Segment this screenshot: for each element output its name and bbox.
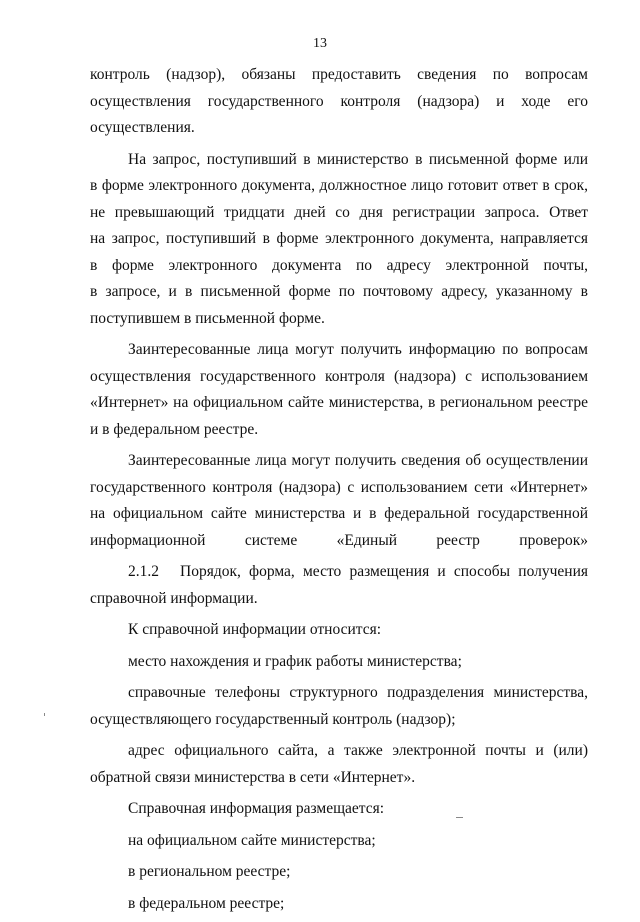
- paragraph: [90, 649, 588, 676]
- text-line: в запросе, и в письменной форме по почтовому адресу, указанному в: [90, 283, 588, 300]
- text-line: обратной связи министерства в сети «Интернет».: [90, 768, 416, 786]
- text-line: на запрос, поступивший в форме электронного документа, направляется: [90, 230, 588, 247]
- text-line: «Интернет» на официальном сайте министерства, в региональном реестре: [90, 394, 588, 411]
- text-line: 2.1.2 Порядок, форма, место размещения и способы получения: [90, 559, 588, 586]
- text-line: Заинтересованные лица могут получить сведения об осуществлении: [128, 452, 588, 469]
- text-line: информационной системе «Единый реестр проверок»: [90, 531, 588, 549]
- text-line: На запрос, поступивший в министерство в письменной форме или: [128, 150, 588, 168]
- text-line: К справочной информации относится:: [128, 621, 382, 638]
- text-line: осуществления государственного контроля (надзора) и ходе его: [90, 92, 588, 110]
- text-line: государственного контроля (надзора) с использованием сети «Интернет»: [90, 478, 588, 496]
- text-line: место нахождения и график работы министерства;: [128, 652, 462, 670]
- text-line: и в федеральном реестре.: [90, 420, 259, 438]
- paragraph: [90, 337, 588, 443]
- text-line: на официальном сайте министерства;: [128, 831, 376, 849]
- scan-artifact: [456, 817, 463, 818]
- text-line: контроль (надзор), обязаны предоставить сведения по вопросам: [90, 66, 588, 83]
- text-line: в форме электронного документа по адресу электронной почты,: [90, 256, 588, 274]
- text-line: на официальном сайте министерства и в федеральной государственной: [90, 505, 588, 522]
- section-number: 2.1.2: [128, 563, 159, 580]
- paragraph: [90, 559, 588, 612]
- paragraph-gap: [90, 917, 588, 922]
- text-line: в региональном реестре;: [128, 863, 291, 880]
- text-line: поступившем в письменной форме.: [90, 309, 325, 327]
- scan-artifact: [44, 713, 45, 716]
- text-line: справочной информации.: [90, 589, 258, 607]
- paragraph: [90, 738, 588, 791]
- page-number: 13: [313, 36, 327, 51]
- text-line: Справочная информация размещается:: [128, 800, 385, 817]
- paragraph: [90, 859, 588, 886]
- paragraph: [90, 62, 588, 142]
- paragraph: [90, 828, 588, 855]
- text-line: в форме электронного документа, должностное лицо готовит ответ в срок,: [90, 177, 588, 194]
- text-line: адрес официального сайта, а также электронной почты и (или): [128, 742, 588, 759]
- paragraph: [90, 680, 588, 733]
- text-line: справочные телефоны структурного подразделения министерства,: [128, 684, 588, 701]
- text-line: осуществления государственного контроля (надзора) с использованием: [90, 367, 588, 385]
- paragraph: [90, 147, 588, 333]
- paragraph: [90, 448, 588, 554]
- text-line: осуществления.: [90, 119, 195, 136]
- text-line: осуществляющего государственный контроль (надзор);: [90, 710, 456, 728]
- text-line: в федеральном реестре;: [128, 894, 285, 912]
- paragraph: [90, 617, 588, 644]
- text-line: не превышающий тридцати дней со дня регистрации запроса. Ответ: [90, 203, 588, 221]
- paragraph: [90, 796, 588, 823]
- text-line: Заинтересованные лица могут получить информацию по вопросам: [128, 341, 588, 358]
- document-body: [90, 62, 588, 922]
- paragraph: [90, 891, 588, 918]
